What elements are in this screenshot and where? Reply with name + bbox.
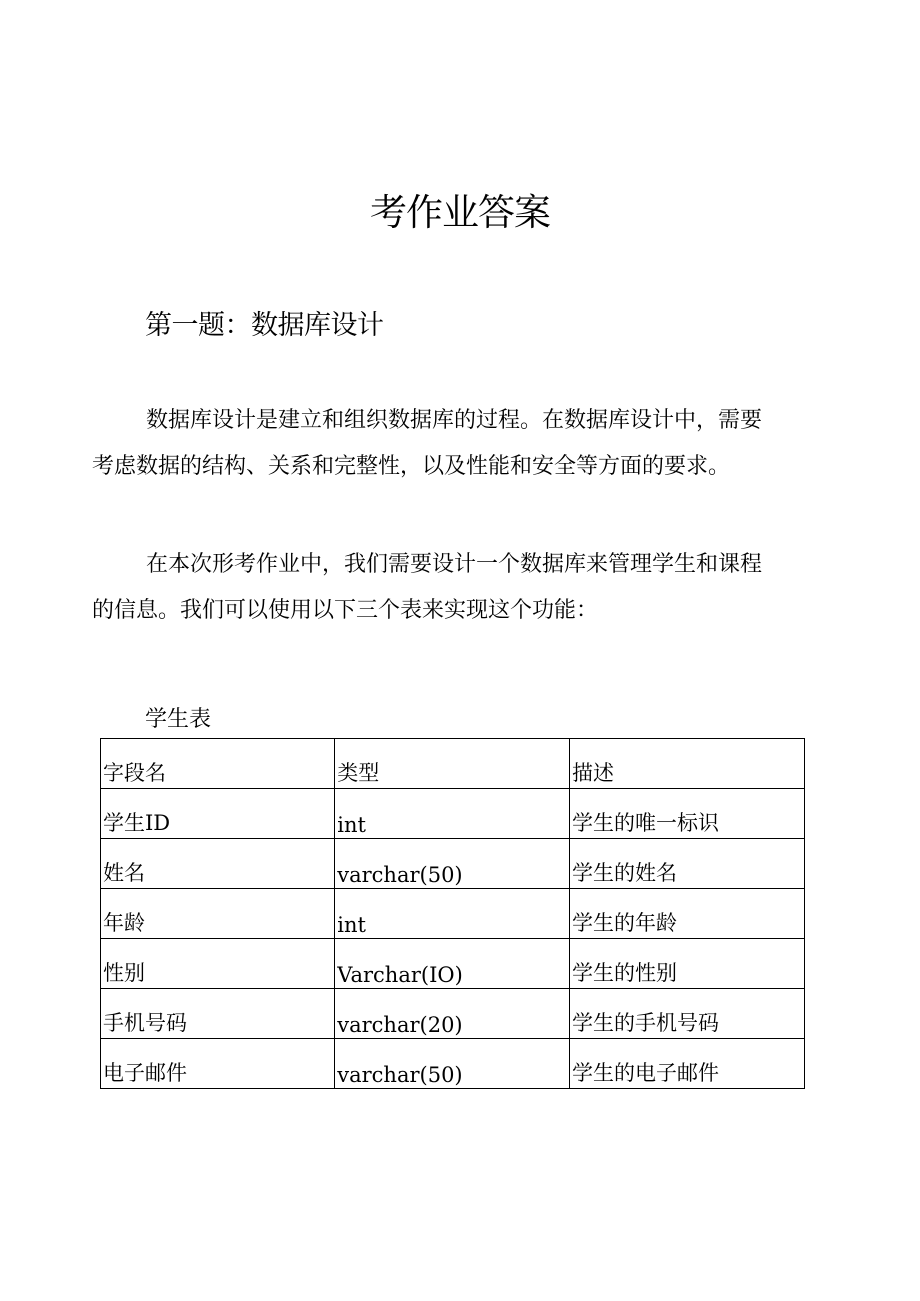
table-cell-field: 年龄 (101, 889, 335, 939)
paragraph-task: 在本次形考作业中，我们需要设计一个数据库来管理学生和课程的信息。我们可以使用以下三个表来实现这个功能： (92, 552, 763, 623)
table-cell-description: 学生的性别 (569, 939, 804, 989)
table-cell-description: 学生的唯一标识 (569, 789, 804, 839)
table-cell-type: int (335, 789, 570, 839)
table-header-row (101, 739, 805, 789)
table-cell-description: 学生的姓名 (569, 839, 804, 889)
table-row (101, 1039, 805, 1089)
table-cell-type: varchar(20) (335, 989, 570, 1039)
table-cell-field: 姓名 (101, 839, 335, 889)
table-row (101, 889, 805, 939)
table-row (101, 989, 805, 1039)
table-cell-field: 手机号码 (101, 989, 335, 1039)
table-cell-type: Varchar(IO) (335, 939, 570, 989)
table-cell-description: 学生的年龄 (569, 889, 804, 939)
table-cell-type: varchar(50) (335, 839, 570, 889)
table-row (101, 789, 805, 839)
document-title: 考作业答案 (370, 191, 550, 234)
table-cell-field: 性别 (101, 939, 335, 989)
table-cell-field: 电子邮件 (101, 1039, 335, 1089)
table-cell-type: varchar(50) (335, 1039, 570, 1089)
header-cell-type: 类型 (335, 739, 570, 789)
table-row (101, 939, 805, 989)
section-heading: 第一题：数据库设计 (145, 310, 384, 341)
table-row (101, 839, 805, 889)
table-cell-type: int (335, 889, 570, 939)
table-cell-description: 学生的手机号码 (569, 989, 804, 1039)
table-cell-description: 学生的电子邮件 (569, 1039, 804, 1089)
table-caption: 学生表 (145, 707, 212, 732)
table-cell-field: 学生ID (101, 789, 335, 839)
paragraph-intro: 数据库设计是建立和组织数据库的过程。在数据库设计中，需要考虑数据的结构、关系和完整性，以及性能和安全等方面的要求。 (92, 408, 763, 479)
header-cell-description: 描述 (569, 739, 804, 789)
header-cell-field: 字段名 (101, 739, 335, 789)
student-table (100, 738, 805, 1089)
